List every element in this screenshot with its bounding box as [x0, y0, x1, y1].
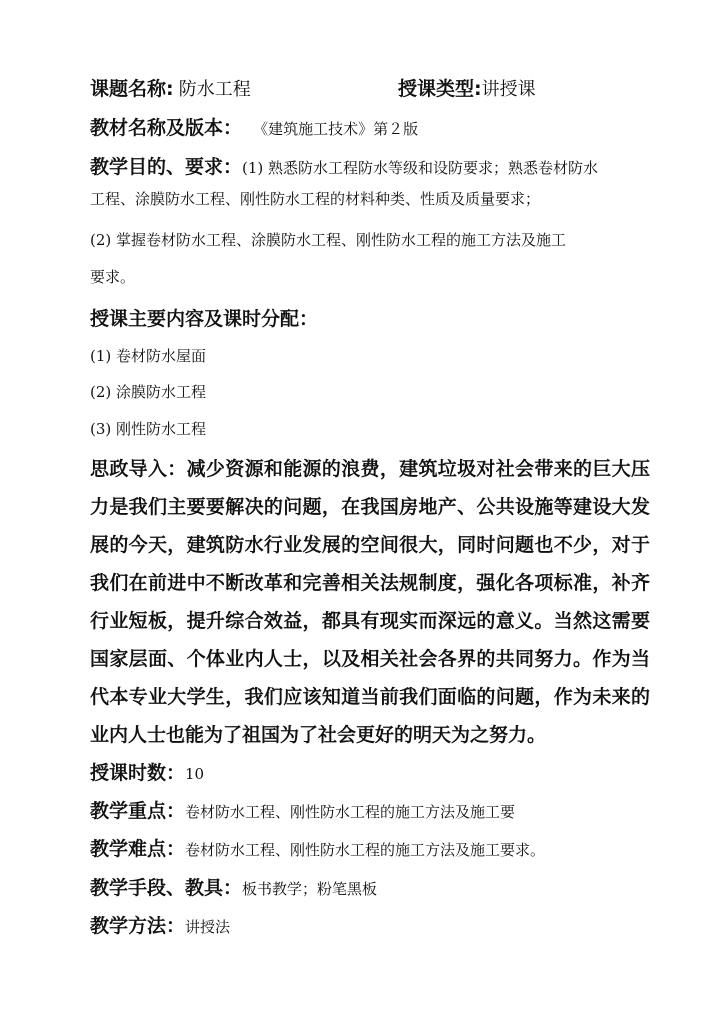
textbook-row: [90, 113, 663, 140]
content-label: 授课主要内容及课时分配：: [90, 308, 319, 330]
header-row: [90, 74, 663, 101]
course-title-value: 防水工程: [178, 79, 251, 100]
means-value: 板书教学；粉笔黑板: [242, 880, 378, 898]
difficulties-value: 卷材防水工程、刚性防水工程的施工方法及施工要求。: [185, 841, 546, 859]
hours-label: 授课时数：: [90, 762, 186, 784]
content-item-1: (1) 卷材防水屋面: [90, 347, 207, 365]
methods-label: 教学方法：: [90, 915, 186, 937]
content-item-2: (2) 涂膜防水工程: [90, 383, 207, 401]
difficulties-label: 教学难点：: [90, 838, 186, 860]
methods-value: 讲授法: [185, 918, 231, 936]
course-title-label: 课题名称:: [90, 78, 174, 100]
lesson-type-value: 讲授课: [481, 79, 536, 100]
key-points-label: 教学重点：: [90, 800, 186, 822]
difficulties-row: [90, 834, 663, 861]
textbook-label: 教材名称及版本：: [90, 117, 243, 139]
means-label: 教学手段、教具：: [90, 877, 243, 899]
lesson-type-label: 授课类型:: [398, 78, 482, 100]
methods-row: [90, 911, 663, 938]
objectives-line-4: 要求。: [90, 268, 136, 286]
objectives-row: [90, 152, 663, 179]
ideology-paragraph: [90, 450, 650, 754]
key-points-value: 卷材防水工程、刚性防水工程的施工方法及施工要: [185, 803, 516, 821]
means-row: [90, 873, 663, 900]
objectives-label: 教学目的、要求：: [90, 156, 243, 178]
key-points-row: [90, 796, 663, 823]
hours-row: [90, 758, 663, 785]
objectives-line-1: (1) 熟悉防水工程防水等级和设防要求；熟悉卷材防水: [242, 159, 599, 177]
objectives-line-3: (2) 掌握卷材防水工程、涂膜防水工程、刚性防水工程的施工方法及施工: [90, 231, 567, 249]
textbook-value: 《建筑施工技术》第２版: [253, 120, 419, 138]
ideology-text: 思政导入：减少资源和能源的浪费，建筑垃圾对社会带来的巨大压力是我们主要要解决的问题，在我国房地产、公共设施等建设大发展的今天，建筑防水行业发展的空间很大，同时问题也不少，对于我们在前进中不断改革和完善相关法规制度，强化各项标准，补齐行业短板，提升综合效益，都具有现实而深远的意义。当然这需要国家层面、个体业内人士，以及相关社会各界的共同努力。作为当代本专业大学生，我们应该知道当前我们面临的问题，作为未来的业内人士也能为了祖国为了社会更好的明天为之努力。: [90, 458, 650, 746]
objectives-line-2: 工程、涂膜防水工程、刚性防水工程的材料种类、性质及质量要求；: [90, 190, 541, 208]
hours-value: 10: [185, 765, 205, 783]
content-item-3: (3) 刚性防水工程: [90, 420, 207, 438]
